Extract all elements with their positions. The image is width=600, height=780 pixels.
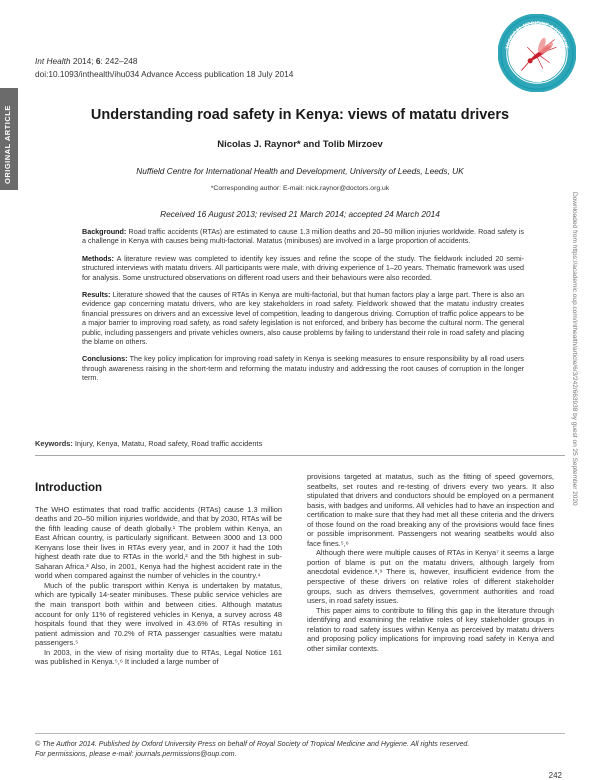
section-divider [35,455,565,456]
copyright-footer [35,740,469,759]
article-dates: Received 16 August 2013; revised 21 March 2014; accepted 24 March 2014 [160,209,440,219]
journal-name: Int Health [35,56,71,66]
doi-line: doi:10.1093/inthealth/ihu034 Advance Access publication 18 July 2014 [35,69,294,79]
page-number: 242 [548,771,562,780]
intro-heading: Introduction [35,482,103,494]
abstract-conclusions-label: Conclusions: [82,354,128,364]
abstract-methods [82,254,524,282]
keywords-text: Injury, Kenya, Matatu, Road safety, Road traffic accidents [74,439,263,448]
abstract-results [82,290,524,346]
download-note: Downloaded from https://academic.oup.com/inthealth/article/6/3/242/663938 by guest on 25 September 2020 [571,192,578,506]
intro-paragraph: In 2003, in the view of rising mortality due to RTAs, Legal Notice 161 was published in Kenya.⁵,⁶ It included a large number of [35,647,282,667]
article-type-label: ORIGINAL ARTICLE [3,105,12,184]
intro-paragraph: Much of the public transport within Kenya is undertaken by matatus, which are typically 14-seater minibuses. These public service vehicles are the main transport both within and between cities. Although matatus account for only 11% of registered vehicles in Kenya, a survey across 48 hospitals found that they were involved in 43.6% of RTAs resulting in patient admission and 70.2% of RTA passenger casualties were matatu passengers.⁵ [35,580,282,648]
abstract-results-label: Results: [82,290,111,300]
journal-year-issue: 2014; [72,56,94,66]
corresponding-author: *Corresponding author: E-mail: nick.raynor@doctors.org.uk [210,185,390,192]
svg-text:TROPICAL MEDICINE & HYGIENE: TROPICAL MEDICINE & HYGIENE [504,20,570,50]
author-list: Nicolas J. Raynor* and Tolib Mirzoev [217,139,383,150]
intro-left-column [35,484,282,667]
society-seal-logo [498,14,576,92]
affiliation: Nuffield Centre for International Health and Development, University of Leeds, Leeds, UK [136,166,464,176]
journal-volume: 6 [95,56,101,66]
abstract-conclusions [82,354,524,382]
intro-right-column [307,472,554,653]
abstract [82,227,524,391]
intro-paragraph: provisions targeted at matatus, such as the fitting of speed governors, seatbelts, set routes and re-testing of drivers every two years. It also stipulated that drivers and conductors should be employed on a permanent basis, with badges and uniforms. All vehicles had to have an inspection and certification to make sure that they had met all these criteria and the drivers of those found on the road breaking any of the provisions would face fines or possible imprisonment. Passengers not wearing seatbelts would also face fines.⁵,⁶ [307,472,554,548]
abstract-background-text: Road traffic accidents (RTAs) are estimated to cause 1.3 million deaths and 20–50 million injuries worldwide. Road safety is a challenge in Kenya with causes being multi-factorial. Matatus (minibuses) are involved in a large proportion of accidents. [82,227,525,246]
article-type-tab [0,88,18,190]
citation-block [35,55,293,81]
journal-pages: : 242–248 [100,56,138,66]
svg-text:FOUNDED 1907: FOUNDED 1907 [519,73,555,85]
keywords [35,439,262,448]
intro-paragraph: Although there were multiple causes of RTAs in Kenya⁷ it seems a large portion of blame is put on the matatu drivers, although largely from anecdotal evidence.⁸,⁹ There is, however, insufficient evidence from the perspective of these drivers on relative roles of different stakeholder groups, such as drivers themselves, government authorities and road users, in road safety issues. [307,548,554,606]
intro-paragraph: This paper aims to contribute to filling this gap in the literature through identifying and examining the relative roles of key stakeholder groups in relation to road safety issues within Kenya as perceived by matatu drivers and proposing policy implications for improving road safety in Kenya and other similar contexts. [307,605,554,653]
abstract-results-text: Literature showed that the causes of RTAs in Kenya are multi-factorial, but that human factors play a large part. There is also an evidence gap concerning matatu drivers, who are key stakeholders in road safety. Fieldwork showed that the matatu industry creates financial pressures on drivers and an excessive level of competition, leading to dangerous driving. Corruption of traffic police appears to be a major barrier to improving road safety, as road safety legislation is not enforced, and bribery has become the cultural norm. The general public, including passengers and private vehicles owners, also cause problems by failing to understand their role in road safety and placing the blame on others. [82,290,524,347]
footer-divider [35,733,565,734]
article-title: Understanding road safety in Kenya: views of matatu drivers [90,107,510,123]
abstract-methods-text: A literature review was completed to identify key issues and refine the scope of the study. The fieldwork included 20 semi-structured interviews with matatu drivers. All participants were male, with driving experience of 1–20 years. Thematic framework was used for analysis. Some unstructured observations on different road users and their behaviours were also recorded. [82,253,524,282]
abstract-methods-label: Methods: [82,253,114,263]
intro-paragraph: The WHO estimates that road traffic accidents (RTAs) cause 1.3 million deaths and 20–50 million injuries worldwide, and that by 2030, RTAs will be the fifth leading cause of death globally.¹ The problem within Kenya, an East African country, is particularly significant. Between 3000 and 13 000 Kenyans lose their lives in RTAs every year, and in 2007 it had the 10th highest death rate due to RTAs in the world,² and the 5th highest in sub-Saharan Africa.³ Also, in 2001, Kenya had the highest accident rate in the world when compared against the number of vehicles in the country.⁴ [35,504,282,581]
abstract-conclusions-text: The key policy implication for improving road safety in Kenya is seeking measures to ensure responsibility by all road users through awareness raising in the short-term and reforming the matatu industry and addressing the root causes of corruption in the longer term. [82,354,524,383]
permissions-line: For permissions, please e-mail: journals.permissions@oup.com. [35,749,237,758]
abstract-background [82,227,524,246]
keywords-label: Keywords: [35,439,73,448]
copyright-line: © The Author 2014. Published by Oxford University Press on behalf of Royal Society of Tropical Medicine and Hygiene. All rights reserved. [35,740,470,748]
abstract-background-label: Background: [82,227,127,236]
